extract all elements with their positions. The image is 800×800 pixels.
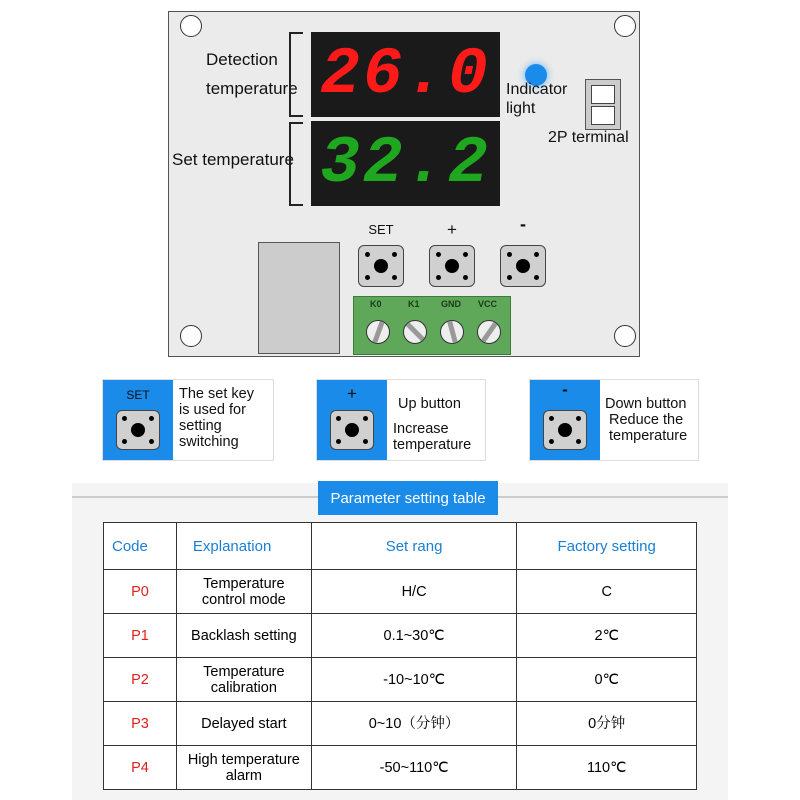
set-button[interactable]: [358, 245, 404, 287]
cell-explanation: Delayed start: [176, 702, 311, 746]
mount-hole: [614, 325, 636, 347]
screw-icon: [403, 320, 427, 344]
parameter-table: [103, 522, 697, 790]
cell-explanation: Temperature calibration: [176, 658, 311, 702]
plus-key-card: [316, 379, 486, 461]
detection-temperature-value: 26.0: [320, 36, 491, 112]
set-key-card: [102, 379, 274, 461]
card-key-label: SET: [126, 388, 150, 402]
card-line: Increase: [393, 421, 449, 437]
table-row: [104, 614, 697, 658]
minus-key-card: [529, 379, 699, 461]
terminal-2p-icon: [585, 79, 621, 130]
table-row: [104, 570, 697, 614]
screw-icon: [477, 320, 501, 344]
table-header-row: [104, 523, 697, 570]
set-temperature-display: [311, 121, 500, 206]
cell-code: P4: [104, 746, 177, 790]
screw-icon: [440, 320, 464, 344]
button-icon: [116, 410, 160, 450]
cell-code: P1: [104, 614, 177, 658]
set-temperature-value: 32.2: [320, 125, 491, 201]
cell-code: P3: [104, 702, 177, 746]
detection-temperature-display: [311, 32, 500, 117]
minus-key-label: -: [520, 214, 526, 234]
label-line: light: [506, 100, 536, 117]
screw-icon: [366, 320, 390, 344]
set-temperature-label: Set temperature: [172, 150, 294, 169]
card-line: temperature: [393, 437, 472, 453]
button-icon: [330, 410, 374, 450]
indicator-label: [506, 80, 567, 118]
card-line: Down button: [605, 396, 687, 412]
cell-set-range: -50~110℃: [311, 746, 517, 790]
cell-code: P2: [104, 658, 177, 702]
terminal-label: 2P terminal: [548, 129, 629, 146]
cell-factory-setting: 0℃: [517, 658, 697, 702]
bracket: [289, 122, 303, 206]
card-line: temperature: [609, 428, 688, 444]
cell-code: P0: [104, 570, 177, 614]
terminal-label-vcc: VCC: [478, 299, 498, 309]
card-line: is used for: [179, 402, 246, 418]
table-row: [104, 746, 697, 790]
card-line: Up button: [398, 396, 461, 412]
bracket: [289, 32, 303, 117]
table-title: Parameter setting table: [318, 481, 498, 515]
cell-factory-setting: 0分钟: [517, 702, 697, 746]
header-factory-setting: Factory setting: [517, 523, 697, 570]
terminal-label-k1: K1: [408, 299, 420, 309]
cell-explanation: High temperature alarm: [176, 746, 311, 790]
card-key-label: -: [562, 380, 568, 399]
label-line: Detection: [206, 50, 278, 69]
plus-button[interactable]: [429, 245, 475, 287]
terminal-label-gnd: GND: [441, 299, 461, 309]
header-explanation: Explanation: [176, 523, 311, 570]
button-icon: [543, 410, 587, 450]
card-key-label: +: [347, 384, 357, 403]
label-line: temperature: [206, 79, 298, 98]
mount-hole: [180, 325, 202, 347]
table-row: [104, 702, 697, 746]
terminal-block: [353, 296, 511, 355]
cell-set-range: 0~10（分钟）: [311, 702, 517, 746]
cell-set-range: 0.1~30℃: [311, 614, 517, 658]
detection-label: [206, 45, 298, 103]
cell-factory-setting: 2℃: [517, 614, 697, 658]
card-line: setting: [179, 418, 222, 434]
table-row: [104, 658, 697, 702]
set-key-label: SET: [368, 222, 394, 237]
card-line: Reduce the: [609, 412, 684, 428]
minus-button[interactable]: [500, 245, 546, 287]
terminal-label-k0: K0: [370, 299, 382, 309]
cell-factory-setting: 110℃: [517, 746, 697, 790]
header-set-range: Set rang: [311, 523, 517, 570]
cell-set-range: H/C: [311, 570, 517, 614]
cell-explanation: Backlash setting: [176, 614, 311, 658]
header-code: Code: [104, 523, 177, 570]
plus-key-label: +: [447, 220, 457, 239]
card-line: The set key: [179, 386, 254, 402]
mount-hole: [614, 15, 636, 37]
label-line: Indicator: [506, 81, 568, 98]
card-line: switching: [179, 434, 239, 450]
relay: [258, 242, 340, 354]
cell-factory-setting: C: [517, 570, 697, 614]
mount-hole: [180, 15, 202, 37]
cell-set-range: -10~10℃: [311, 658, 517, 702]
cell-explanation: Temperature control mode: [176, 570, 311, 614]
